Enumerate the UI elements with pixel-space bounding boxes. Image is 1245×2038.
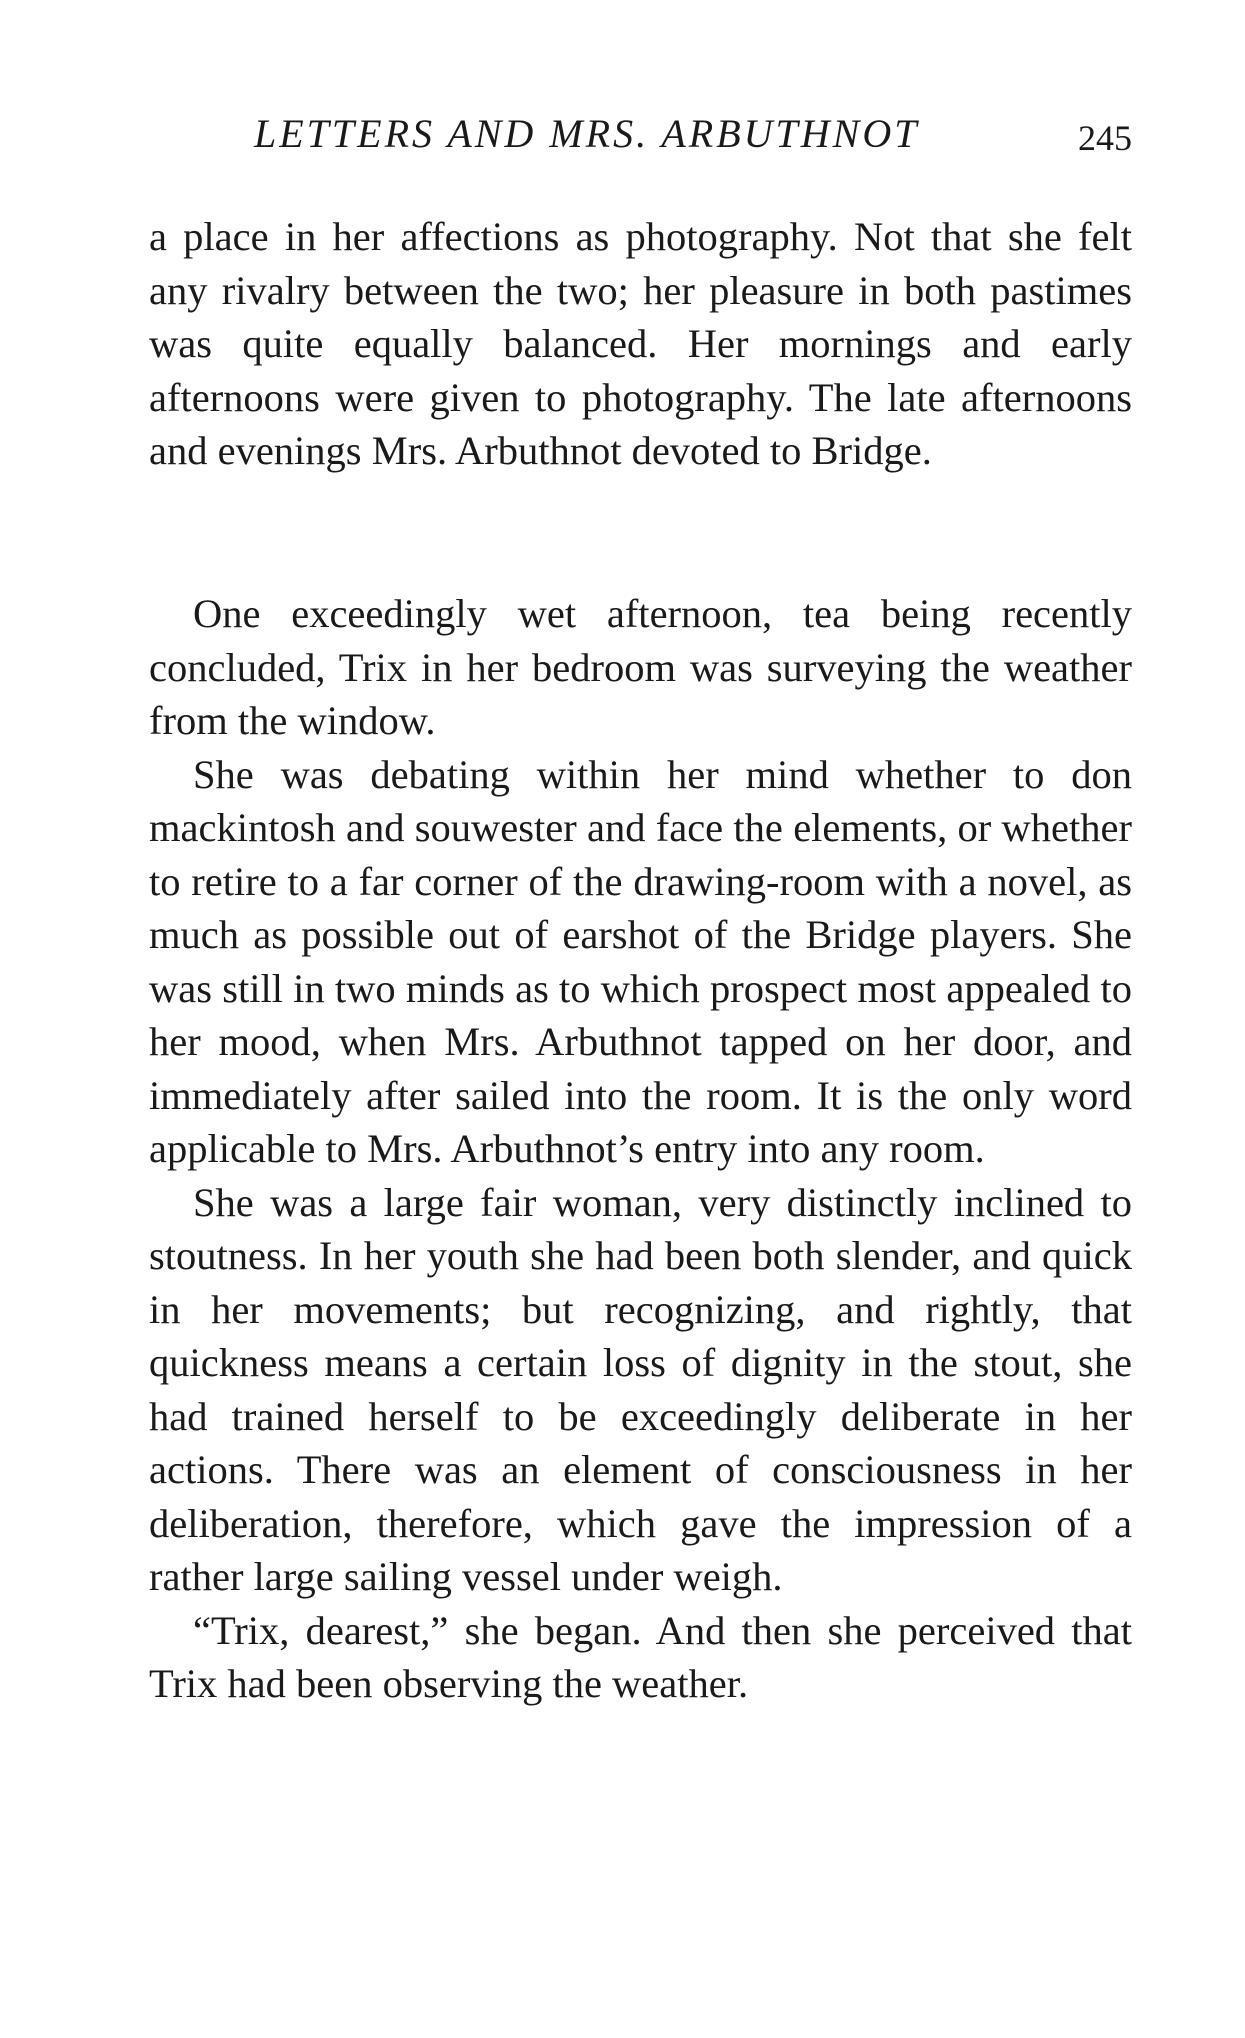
- paragraph: One exceedingly wet afternoon, tea being recently concluded, Trix in her bedroom was surveying the weather from the window.: [149, 591, 1132, 743]
- text-block-section: [149, 587, 1132, 1711]
- paragraph: “Trix, dearest,” she began. And then she perceived that Trix had been observing the weather.: [149, 1607, 1132, 1706]
- page-number: 245: [1078, 118, 1132, 158]
- paragraph: She was a large fair woman, very distinctly inclined to stoutness. In her youth she had been both slender, and quick in her movements; but recognizing, and rightly, that quickness means a certain loss of dignity in the stout, she had trained herself to be exceedingly deliberate in her actions. There was an element of consciousness in her deliberation, therefore, which gave the impression of a rather large sailing vessel under weigh.: [149, 1179, 1132, 1599]
- paragraph: She was debating within her mind whether to don mackintosh and souwester and face the elements, or whether to retire to a far corner of the drawing-room with a novel, as much as possible out of earshot of the Bridge players. She was still in two minds as to which prospect most appealed to her mood, when Mrs. Arbuthnot tapped on her door, and immediately after sailed into the room. It is the only word applicable to Mrs. Arbuthnot’s entry into any room.: [149, 751, 1132, 1171]
- running-title: LETTERS AND MRS. ARBUTHNOT: [254, 111, 920, 156]
- running-head: [149, 104, 1132, 164]
- paragraph-continuation: a place in her affections as photography. Not that she felt any rivalry between the two; her pleasure in both pastimes was quite equally balanced. Her mornings and early afternoons were given to photography. The late afternoons and evenings Mrs. Arbuthnot devoted to Bridge.: [149, 214, 1132, 473]
- text-block-continuation: [149, 210, 1132, 478]
